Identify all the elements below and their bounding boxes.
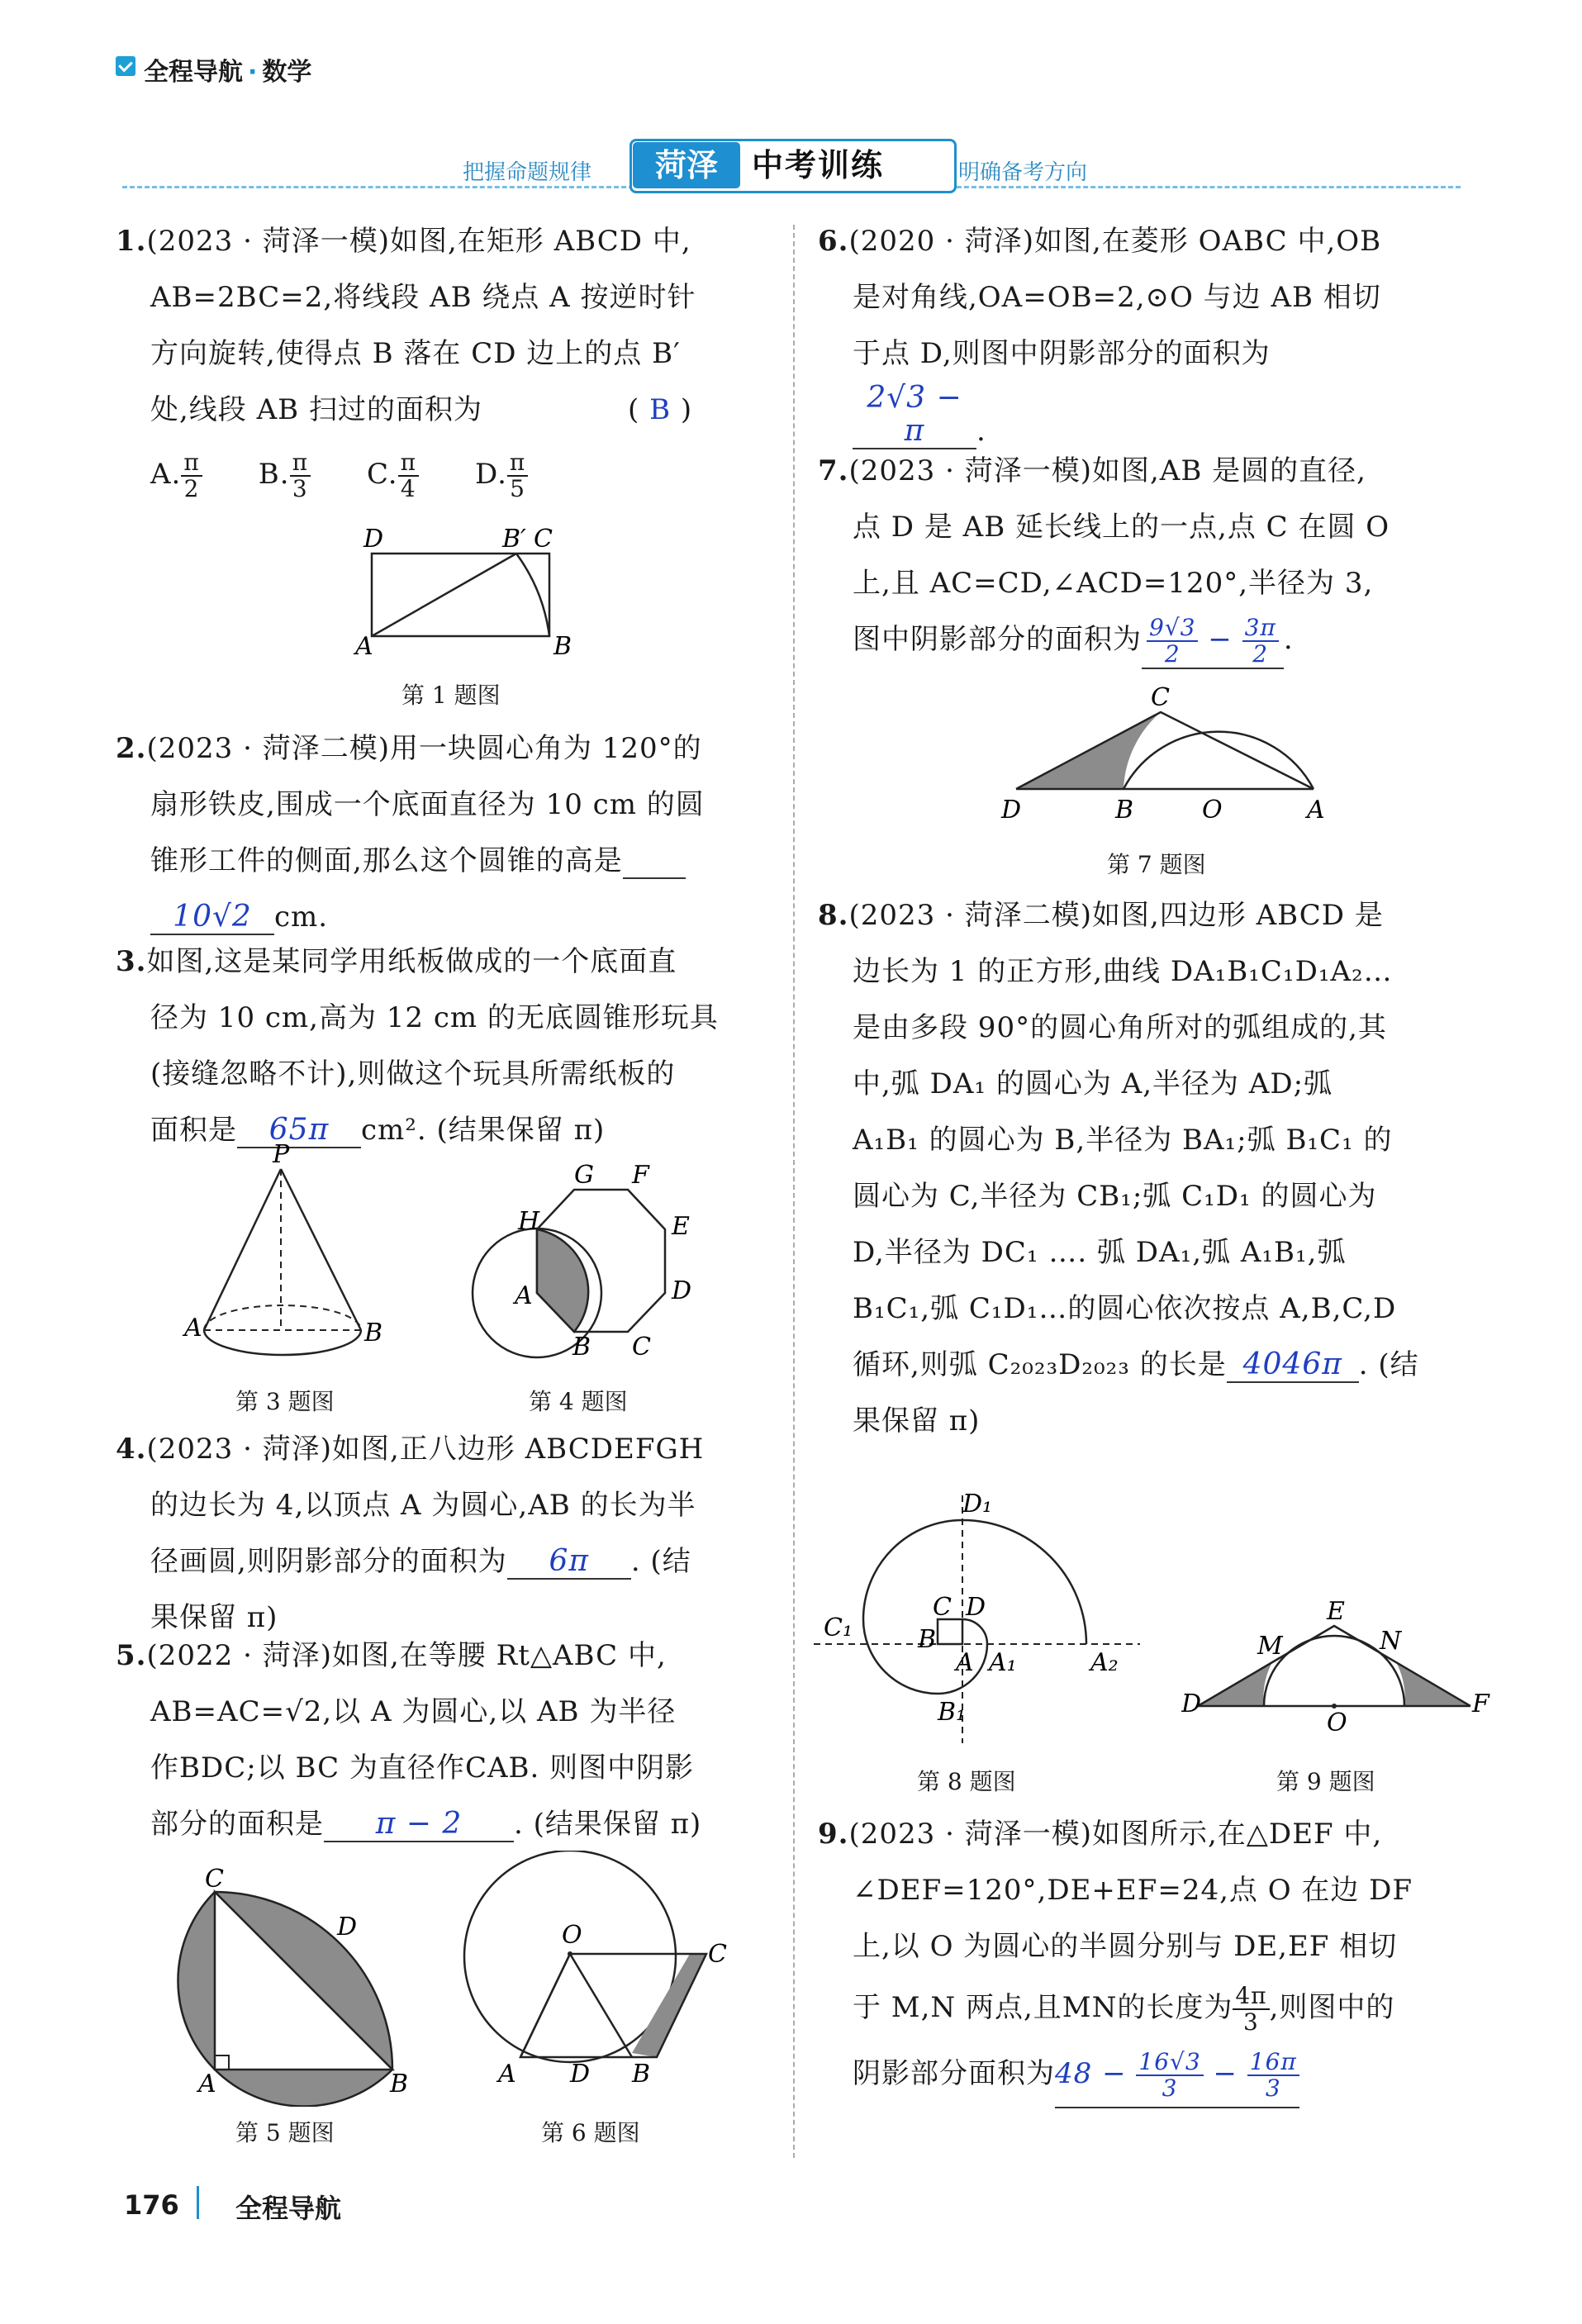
caption-6: 第 6 题图 (541, 2119, 640, 2146)
f8-label-B: B (918, 1625, 937, 1654)
f6-label-C: C (708, 1940, 727, 1969)
f4-label-G: G (574, 1161, 594, 1190)
f5-label-B: B (390, 2070, 409, 2098)
figure-9-triangle-semicircle (1181, 1586, 1495, 1735)
answer-3: 65π (237, 1114, 361, 1148)
f5-label-D: D (337, 1913, 358, 1941)
column-divider (793, 225, 795, 2158)
figure-3-cone (178, 1144, 409, 1359)
problem-7: 7.(2023 · 菏泽一模)如图,AB 是圆的直径, 点 D 是 AB 延长线上的一点,点 C 在圆 O 上,且 AC=CD,∠ACD=120°,半径为 3, 图中阴影部分的面积为 $\frac{9√3}{2}$ − $\frac{3\pi}{2}$ . (818, 454, 1390, 668)
f8-label-A2: A₂ (1090, 1648, 1119, 1677)
caption-8: 第 8 题图 (917, 1768, 1016, 1795)
f6-label-O: O (562, 1921, 582, 1950)
answer-7: $\frac{9√3}{2}$ − $\frac{3\pi}{2}$ (1142, 611, 1284, 669)
figure-4-octagon (458, 1157, 723, 1371)
footer-divider (197, 2186, 199, 2219)
banner-right-slogan: 明确备考方向 (958, 160, 1088, 185)
f9-label-D: D (1181, 1690, 1202, 1718)
banner-label-heze: 菏泽 (633, 142, 740, 188)
f8-label-D1: D₁ (962, 1490, 993, 1518)
f9-label-F: F (1472, 1690, 1489, 1718)
footer-title: 全程导航 (235, 2193, 342, 2224)
f9-label-M: M (1257, 1632, 1283, 1661)
f1-label-C: C (534, 525, 553, 554)
answer-6: 2√3 − π (853, 382, 976, 449)
f3-label-P: P (273, 1144, 290, 1169)
f6-label-A: A (498, 2060, 516, 2089)
problem-6: 6.(2020 · 菏泽)如图,在菱形 OABC 中,OB 是对角线,OA=OB=2,⊙O 与边 AB 相切 于点 D,则图中阴影部分的面积为 2√3 − π . (818, 225, 1382, 448)
f4-label-A: A (515, 1281, 533, 1310)
answer-1: B (649, 393, 672, 426)
problem-1: 1.(2023 · 菏泽一模)如图,在矩形 ABCD 中, AB=2BC=2,将线段 AB 绕点 A 按逆时针 方向旋转,使得点 B 落在 CD 边上的点 B′ 处,线段 AB 扫过的面积为 ( B ) A. $\frac{\pi}{2}$ B. $\frac{\pi}{3}$ C. $\frac{\pi}{4}$ D. $\frac{\pi}{5}$ (116, 225, 696, 502)
f1-label-D: D (363, 525, 384, 554)
banner-left-slogan: 把握命题规律 (463, 160, 592, 185)
f6-label-B: B (632, 2060, 651, 2089)
f1-label-Bprime: B′ (502, 525, 526, 554)
f4-label-F: F (632, 1161, 649, 1190)
f9-label-E: E (1327, 1597, 1345, 1626)
figure-5-triangle (173, 1867, 413, 2107)
f7-label-D: D (1001, 796, 1022, 825)
problem-8: 8.(2023 · 菏泽二模)如图,四边形 ABCD 是 边长为 1 的正方形,曲线 DA₁B₁C₁D₁A₂… 是由多段 90°的圆心角所对的弧组成的,其 中,弧 DA₁ 的圆心为 A,半径为 AD;弧 A₁B₁ 的圆心为 B,半径为 BA₁;弧 B₁C₁ 的 圆心为 C,半径为 CB₁;弧 C₁D₁ 的圆心为 D,半径为 DC₁ …. 弧 DA₁,弧 A₁B₁,弧 B₁C₁,弧 C₁D₁…的圆心依次按点 A,B,C,D 循环,则弧 C₂₀₂₃D₂₀₂₃ 的长是 4046π . (结 果保留 π) (818, 899, 1419, 1438)
f7-label-O: O (1202, 796, 1223, 825)
f8-label-B1: B₁ (938, 1698, 967, 1727)
answer-4: 6π (507, 1545, 631, 1580)
caption-1: 第 1 题图 (401, 682, 501, 709)
f4-label-D: D (672, 1276, 692, 1305)
answer-8: 4046π (1227, 1348, 1359, 1383)
f7-label-A: A (1307, 796, 1325, 825)
f5-label-A: A (198, 2070, 216, 2098)
answer-2: 10√2 (150, 901, 274, 935)
banner-label-training: 中考训练 (752, 147, 885, 183)
f7-label-B: B (1115, 796, 1134, 825)
f5-label-C: C (205, 1867, 224, 1894)
figure-1-rectangle (347, 520, 578, 661)
checkbox-icon (116, 56, 135, 76)
answer-5: π − 2 (324, 1808, 514, 1842)
caption-5: 第 5 题图 (235, 2119, 335, 2146)
f1-label-B: B (553, 632, 572, 661)
f8-label-D: D (966, 1593, 986, 1622)
f9-label-O: O (1327, 1709, 1347, 1735)
series-title: 全程导航 · 数学 (144, 58, 312, 87)
problem-9: 9.(2023 · 菏泽一模)如图所示,在△DEF 中, ∠DEF=120°,DE+EF=24,点 O 在边 DF 上,以 O 为圆心的半圆分别与 DE,EF 相切 于 M,N 两点,且MN的长度为 $\frac{4\pi}{3}$ ,则图中的 阴影部分面积为48 − $\frac{16√3}{3}$ − $\frac{16\pi}{3}$ (818, 1806, 1479, 2108)
problem-5: 5.(2022 · 菏泽)如图,在等腰 Rt△ABC 中, AB=AC=√2,以 A 为圆心,以 AB 为半径 作BDC;以 BC 为直径作CAB. 则图中阴影 部分的面积是 π − 2 . (结果保留 π) (116, 1639, 702, 1841)
page-number: 176 (124, 2189, 179, 2221)
f1-label-A: A (355, 632, 373, 661)
figure-8-spiral (814, 1487, 1161, 1760)
caption-3: 第 3 题图 (235, 1388, 335, 1415)
f4-label-B: B (572, 1333, 591, 1362)
f4-label-C: C (632, 1333, 651, 1362)
figure-7-semicircle (1000, 677, 1338, 826)
f3-label-B: B (364, 1319, 383, 1347)
answer-9: 48 − $\frac{16√3}{3}$ − $\frac{16\pi}{3}$ (1055, 2041, 1299, 2108)
problem-3: 3.如图,这是某同学用纸板做成的一个底面直 径为 10 cm,高为 12 cm 的无底圆锥形玩具 (接缝忽略不计),则做这个玩具所需纸板的 面积是 65π cm². (结果保留 π) (116, 945, 719, 1147)
f7-label-C: C (1151, 683, 1170, 712)
f3-label-A: A (184, 1314, 202, 1343)
caption-9: 第 9 题图 (1276, 1768, 1375, 1795)
f8-label-A: A (956, 1648, 974, 1677)
f9-label-N: N (1380, 1627, 1402, 1656)
f4-label-H: H (518, 1207, 540, 1236)
f6-label-D: D (570, 2060, 591, 2089)
caption-7: 第 7 题图 (1107, 851, 1206, 878)
problem-2: 2.(2023 · 菏泽二模)用一块圆心角为 120°的 扇形铁皮,围成一个底面直径为 10 cm 的圆 锥形工件的侧面,那么这个圆锥的高是 10√2 cm. (116, 732, 705, 934)
f8-label-C: C (933, 1593, 952, 1622)
f8-label-C1: C₁ (824, 1613, 853, 1642)
problem-4: 4.(2023 · 菏泽)如图,正八边形 ABCDEFGH 的边长为 4,以顶点 A 为圆心,AB 的长为半 径画圆,则阴影部分的面积为 6π . (结 果保留 π) (116, 1433, 705, 1634)
f8-label-A1: A₁ (989, 1648, 1017, 1677)
f4-label-E: E (672, 1212, 690, 1241)
caption-4: 第 4 题图 (529, 1388, 628, 1415)
figure-6-rhombus (458, 1851, 739, 2098)
